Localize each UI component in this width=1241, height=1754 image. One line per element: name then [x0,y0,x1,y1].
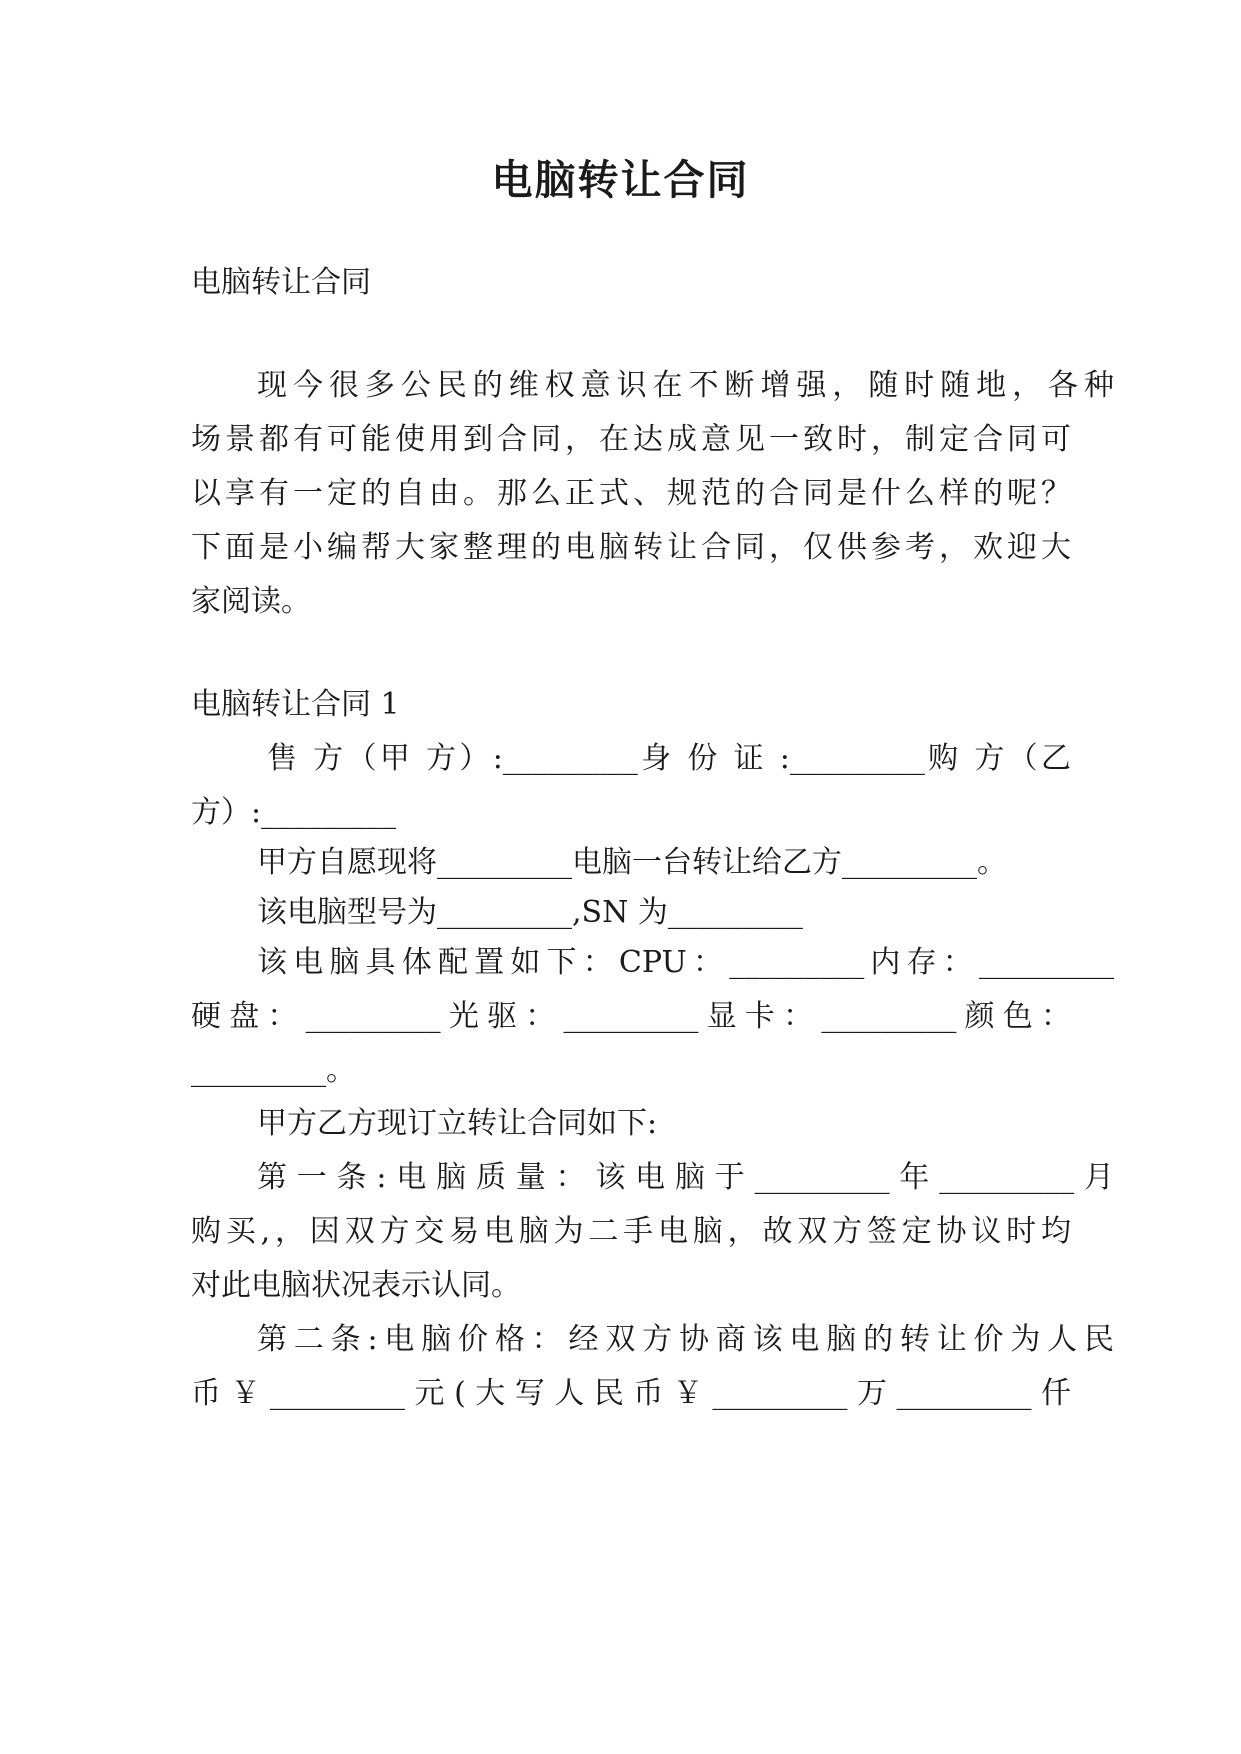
clause-line: 售 方（甲 方）:_________身 份 证 :_________购 方（乙 [267,741,1071,776]
intro-line: 场景都有可能使用到合同，在达成意见一致时，制定合同可 [191,422,1071,457]
intro-line: 家阅读。 [191,584,311,619]
document-title: 电脑转让合同 [491,156,750,204]
clause-line: 第一条:电脑质量：该电脑于_________年_________月 [257,1160,1114,1195]
clause-line: 硬盘：_________光驱：_________显卡：_________颜色： [191,999,1071,1034]
clause-line: 该电脑具体配置如下：CPU：_________内存：_________ [257,945,1114,980]
clause-line: 对此电脑状况表示认同。 [191,1268,521,1303]
clause-line: 该电脑型号为_________,SN 为_________ [257,895,803,930]
clause-line: 购买,，因双方交易电脑为二手电脑，故双方签定协议时均 [191,1214,1071,1249]
clause-line: 甲方乙方现订立转让合同如下: [257,1106,658,1141]
intro-line: 现今很多公民的维权意识在不断增强，随时随地，各种 [257,368,1114,403]
clause-line: 币￥_________元(大写人民币￥_________万_________仟 [191,1376,1071,1411]
subtitle: 电脑转让合同 [191,265,371,300]
clause-line: 第二条:电脑价格：经双方协商该电脑的转让价为人民 [257,1322,1114,1357]
intro-line: 下面是小编帮大家整理的电脑转让合同，仅供参考，欢迎大 [191,530,1071,565]
clause-line: 甲方自愿现将_________电脑一台转让给乙方_________。 [257,845,1007,880]
intro-line: 以享有一定的自由。那么正式、规范的合同是什么样的呢？ [191,476,1071,511]
section-heading: 电脑转让合同 1 [191,687,400,722]
clause-line: _________。 [191,1053,356,1088]
clause-line: 方）:_________ [191,795,397,830]
